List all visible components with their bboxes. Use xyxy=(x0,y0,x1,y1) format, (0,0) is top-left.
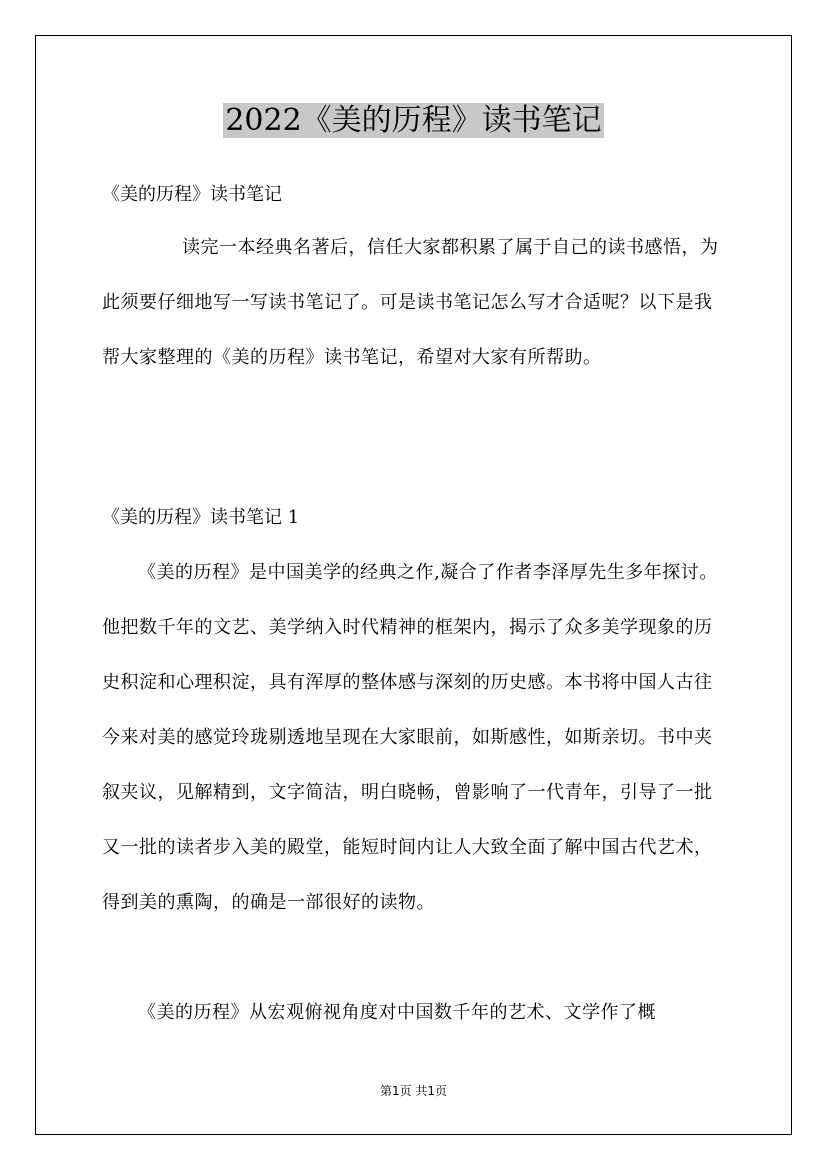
document-title xyxy=(0,100,827,142)
document-subtitle: 《美的历程》读书笔记 xyxy=(102,184,282,205)
document-title-text: 2022《美的历程》读书笔记 xyxy=(225,103,602,138)
section1-paragraph-2: 《美的历程》从宏观俯视角度对中国数千年的艺术、文学作了概 xyxy=(138,1002,656,1023)
page-footer: 第1页 共1页 xyxy=(379,1084,448,1098)
intro-paragraph: 读完一本经典名著后，信任大家都积累了属于自己的读书感悟，为此须要仔细地写一写读书笔记了。可是读书笔记怎么写才合适呢？以下是我帮大家整理的《美的历程》读书笔记，希望对大家有所帮助。 xyxy=(102,237,719,368)
section1-heading: 《美的历程》读书笔记 1 xyxy=(102,507,300,528)
section1-paragraph-1: 《美的历程》是中国美学的经典之作,凝合了作者李泽厚先生多年探讨。他把数千年的文艺、美学纳入时代精神的框架内，揭示了众多美学现象的历史积淀和心理积淀，具有浑厚的整体感与深刻的历史感。本书将中国人古往今来对美的感觉玲珑剔透地呈现在大家眼前，如斯感性，如斯亲切。书中夹叙夹议，见解精到，文字简洁，明白晓畅，曾影响了一代青年，引导了一批又一批的读者步入美的殿堂，能短时间内让人大致全面了解中国古代艺术，得到美的熏陶，的确是一部很好的读物。 xyxy=(102,562,718,913)
